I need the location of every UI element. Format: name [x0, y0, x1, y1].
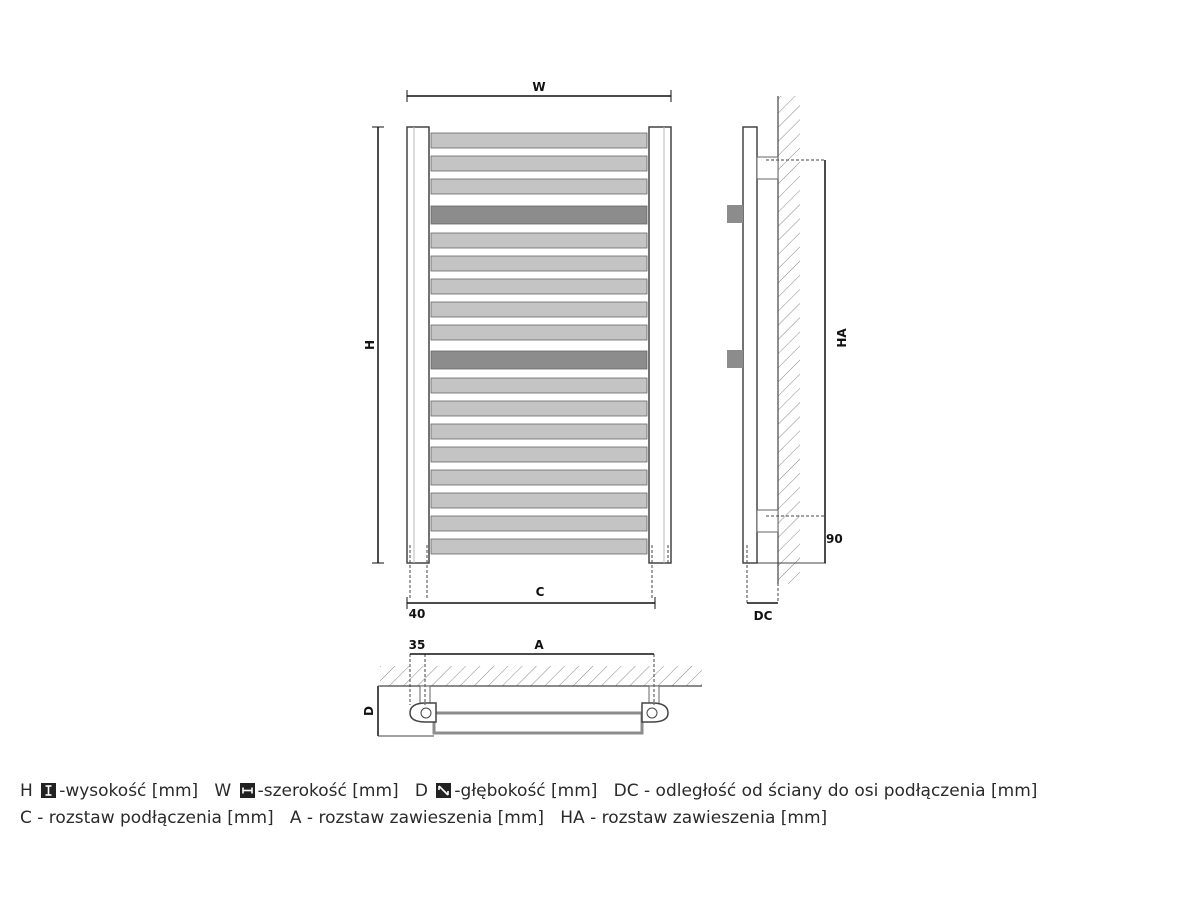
height-label: H [363, 339, 377, 351]
bracket-bottom [757, 510, 778, 532]
radiator-bar [431, 539, 647, 554]
radiator-bar [431, 470, 647, 485]
ha-dimension [825, 160, 849, 516]
radiator-bar [431, 302, 647, 317]
legend-h-desc: -wysokość [mm] [59, 781, 199, 801]
width-label: W [532, 80, 546, 94]
radiator-bar [431, 401, 647, 416]
radiator-bar-dark [431, 206, 647, 224]
legend-w-letter: W [214, 781, 232, 801]
radiator-bar [431, 133, 647, 148]
radiator-bar [431, 279, 647, 294]
radiator-bar [431, 256, 647, 271]
radiator-bar [431, 156, 647, 171]
legend-ha-desc: HA - rozstaw zawieszenia [mm] [560, 808, 828, 828]
d-label: D [362, 706, 376, 716]
height-symbol-icon [41, 783, 56, 798]
radiator-bars [431, 133, 647, 554]
offset-40-label: 40 [408, 607, 426, 621]
wall-hatch [778, 96, 800, 584]
legend-h-letter: H [20, 781, 33, 801]
left-collector [407, 127, 429, 563]
height-dimension [363, 127, 384, 563]
legend [20, 778, 1190, 832]
side-view [727, 96, 849, 623]
radiator-bar [431, 325, 647, 340]
a-label: A [534, 638, 544, 652]
legend-w-desc: -szerokość [mm] [257, 781, 399, 801]
top-view-body [434, 713, 642, 733]
front-view [363, 80, 671, 621]
bottom-offset-dimension [825, 516, 843, 563]
right-collector [649, 127, 671, 563]
width-dimension [407, 80, 671, 102]
a-dimension [409, 638, 654, 654]
legend-line-1 [20, 778, 1190, 805]
radiator-bar [431, 233, 647, 248]
mount-block-bottom [727, 350, 743, 368]
offset-90-label: 90 [826, 532, 843, 546]
legend-dc-desc: DC - odległość od ściany do osi podłączenia [mm] [613, 781, 1038, 801]
dc-label: DC [753, 609, 773, 623]
legend-d-letter: D [414, 781, 428, 801]
radiator-bar [431, 179, 647, 194]
legend-line-2 [20, 805, 1190, 832]
radiator-side-profile [743, 127, 757, 563]
legend-c-desc: C - rozstaw podłączenia [mm] [20, 808, 274, 828]
top-view [362, 638, 702, 736]
radiator-bar [431, 424, 647, 439]
radiator-bar-dark [431, 351, 647, 369]
offset-35-label: 35 [408, 638, 426, 652]
dc-dimension [747, 603, 778, 623]
legend-a-desc: A - rozstaw zawieszenia [mm] [289, 808, 545, 828]
connection-spacing-dimension [407, 585, 655, 621]
c-label: C [535, 585, 545, 599]
legend-d-desc: -głębokość [mm] [454, 781, 598, 801]
depth-symbol-icon [436, 783, 451, 798]
ha-label: HA [835, 328, 849, 348]
radiator-bar [431, 447, 647, 462]
radiator-bar [431, 378, 647, 393]
width-symbol-icon [240, 783, 255, 798]
radiator-bar [431, 516, 647, 531]
mount-block-top [727, 205, 743, 223]
radiator-bar [431, 493, 647, 508]
